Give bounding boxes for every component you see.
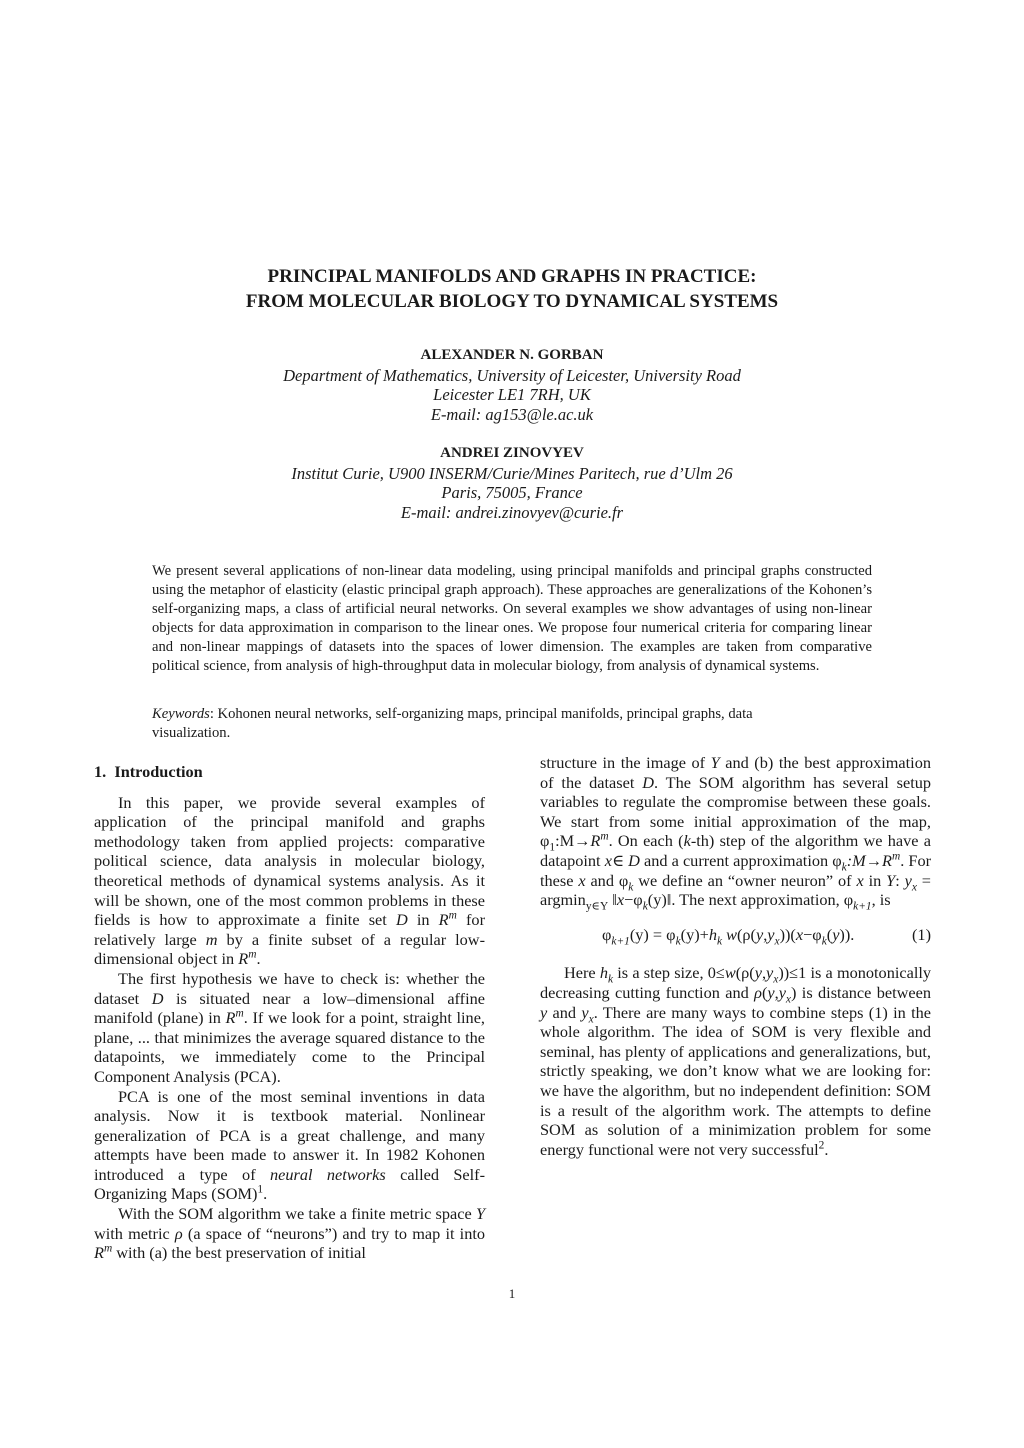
paragraph: With the SOM algorithm we take a finite metric space Y with metric ρ (a space of “neurons”) and try to map it into $R^m$ with (a) the best preservation of initial: [94, 1204, 486, 1263]
title-line-2: FROM MOLECULAR BIOLOGY TO DYNAMICAL SYSTEMS: [245, 291, 779, 312]
author-block-1: [0, 346, 1024, 424]
footnote-ref: 2: [818, 1139, 825, 1152]
section-heading: 1. Introduction: [94, 762, 203, 781]
author-email: E-mail: andrei.zinovyev@curie.fr: [400, 502, 624, 522]
paper-title: [0, 264, 1024, 314]
author-email: E-mail: ag153@le.ac.uk: [430, 404, 594, 424]
left-column: [94, 762, 485, 1263]
footnote-ref: 1: [257, 1184, 264, 1197]
author-name: ALEXANDER N. GORBAN: [420, 347, 604, 363]
author-affiliation: Institut Curie, U900 INSERM/Curie/Mines Paritech, rue d’Ulm 26: [291, 463, 733, 483]
title-line-1: PRINCIPAL MANIFOLDS AND GRAPHS IN PRACTICE:: [267, 266, 757, 287]
author-name: ANDREI ZINOVYEV: [440, 445, 584, 461]
equation-1: [540, 925, 931, 945]
page-number: 1: [508, 1286, 516, 1301]
keywords-label: Keywords: [152, 706, 210, 722]
paragraph: The first hypothesis we have to check is: whether the dataset D is situated near a low–dimensional affine manifold (plane) in $R^m$. If we look for a point, straight line, plane, ... that minimizes the average squared distance to the datapoints, we immediately come to the Principal Component Analysis (PCA).: [94, 968, 485, 1086]
keywords: [152, 705, 802, 743]
paragraph: Here $h_k$ is a step size, $0\le w(\rho(y,y_x))\le 1$ is a monotonically decreasing cutting function and $\rho(y,y_x)$ is distance between y and $y_x$. There are many ways to combine steps (1) in the whole algorithm. The idea of SOM is very flexible and seminal, has plenty of applications and generalizations, but, strictly speaking, we don’t know what we are looking for: we have the algorithm, but no independent definition: SOM is a result of the algorithm work. The attempts to define SOM as solution of a minimization problem for some energy functional were not very successful$^2$.: [540, 963, 932, 1159]
paragraph: In this paper, we provide several examples of application of the principal manifold and graphs methodology taken from applied projects: comparative political science, data analysis in molecular biology, theoretical methods of dynamical systems analysis. As it will be shown, one of the most common problems in these fields is how to approximate a finite set D in $R^m$ for relatively large m by a finite subset of a regular low-dimensional object in $R^m$.: [94, 792, 485, 969]
author-address: Paris, 75005, France: [441, 483, 583, 503]
paragraph: structure in the image of Y and (b) the best approximation of the dataset D. The SOM algorithm has several setup variables to regulate the compromise between these goals. We start from some initial approximation of the map, $\varphi_1:M\to R^m$. On each (k-th) step of the algorithm we have a datapoint x∈ D and a current approximation $\varphi_k:M\to R^m$. For these x and $\varphi_k$ we define an “owner neuron” of x in Y: $y_x = argmin_{y\in Y}$ $‖x-\varphi_k(y)‖$. The next approximation, $\varphi_{k+1}$, is: [540, 753, 932, 913]
keywords-text: : Kohonen neural networks, self-organizing maps, principal manifolds, principal graphs, data visualization.: [152, 706, 753, 741]
equation-body: $\varphi_{k+1}(y) = \varphi_k(y)+h_k$ $w(\rho(y,y_x))(x-\varphi_k(y))$.: [602, 924, 855, 947]
author-affiliation: Department of Mathematics, University of Leicester, University Road: [283, 365, 741, 385]
paragraph: PCA is one of the most seminal inventions in data analysis. Now it is textbook material. Nonlinear generalization of PCA is a great challenge, and many attempts have been made to answer it. In 1982 Kohonen introduced a type of neural networks called Self-Organizing Maps (SOM)$^1$.: [94, 1086, 485, 1204]
abstract: We present several applications of non-linear data modeling, using principal manifolds and principal graphs constructed using the metaphor of elasticity (elastic principal graph approach). These approaches are generalizations of the Kohonen’s self-organizing maps, a class of artificial neural networks. On several examples we show advantages of using non-linear objects for data approximation in comparison to the linear ones. We propose four numerical criteria for comparing linear and non-linear mappings of datasets into the spaces of lower dimension. The examples are taken from comparative political science, from analysis of high-throughput data in molecular biology, from analysis of dynamical systems.: [152, 563, 872, 674]
equation-number: (1): [912, 924, 931, 944]
author-address: Leicester LE1 7RH, UK: [433, 385, 591, 405]
right-column: [540, 753, 931, 1159]
author-block-2: [0, 444, 1024, 522]
